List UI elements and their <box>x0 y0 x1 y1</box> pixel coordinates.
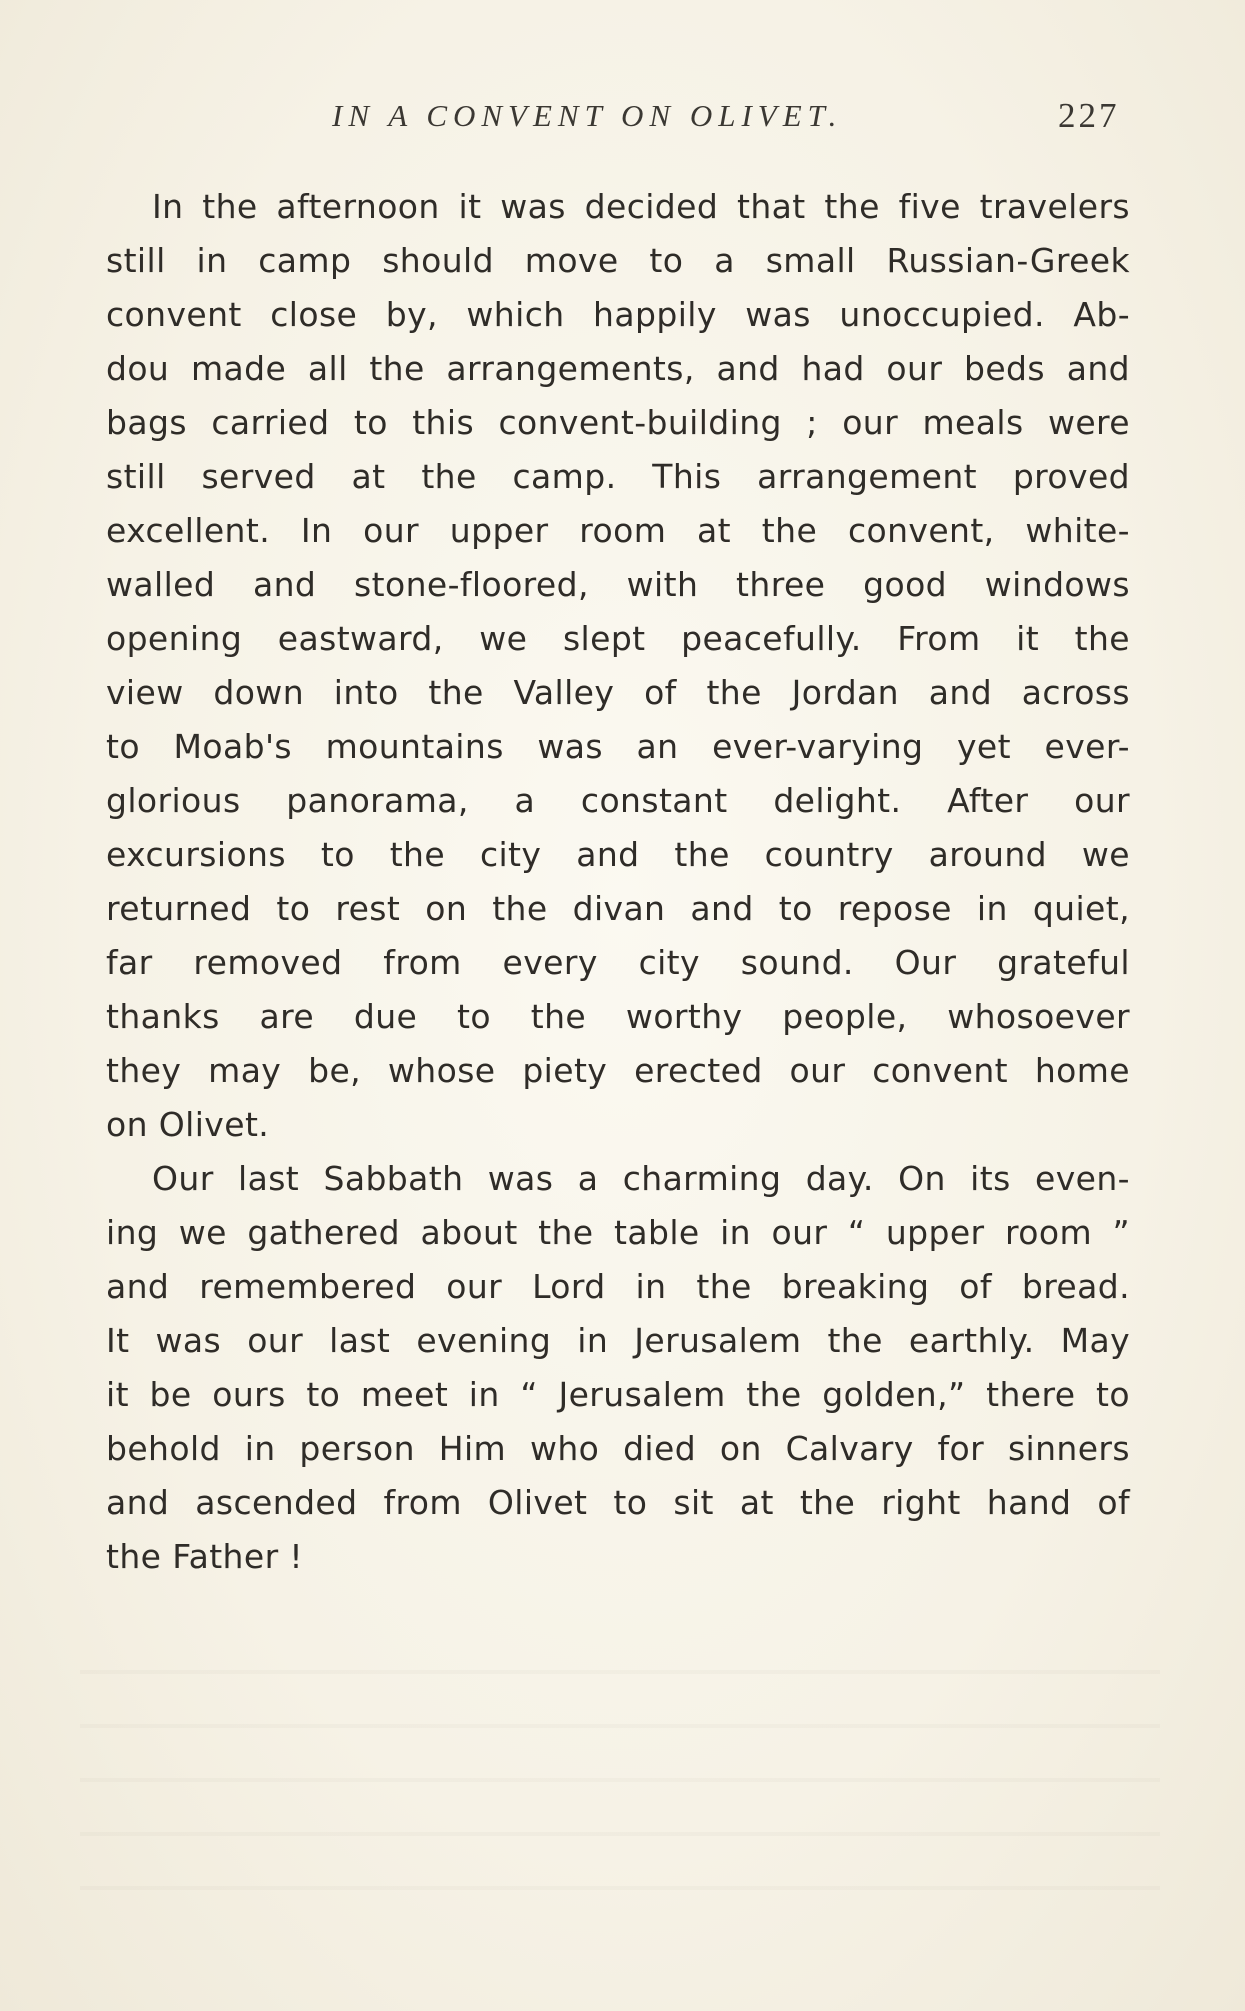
text-line: on Olivet. <box>106 1105 270 1144</box>
text-line: It was our last evening in Jerusalem the earthly. May <box>106 1321 1130 1360</box>
running-head: IN A CONVENT ON OLIVET. <box>332 98 843 133</box>
text-line: and remembered our Lord in the breaking of bread. <box>106 1267 1130 1306</box>
text-line: the Father ! <box>106 1537 304 1576</box>
text-line: still in camp should move to a small Russian-Greek <box>106 241 1130 280</box>
text-line: to Moab's mountains was an ever-varying yet ever- <box>106 727 1130 766</box>
text-line: behold in person Him who died on Calvary for sinners <box>106 1429 1130 1468</box>
text-line: returned to rest on the divan and to repose in quiet, <box>106 889 1130 928</box>
text-line: glorious panorama, a constant delight. After our <box>106 781 1130 820</box>
text-line: it be ours to meet in “ Jerusalem the golden,” there to <box>106 1375 1130 1414</box>
text-line: and ascended from Olivet to sit at the right hand of <box>106 1483 1130 1522</box>
text-line: still served at the camp. This arrangement proved <box>106 457 1130 496</box>
body-text <box>106 180 1130 1584</box>
text-line: they may be, whose piety erected our convent home <box>106 1051 1130 1090</box>
text-line: ing we gathered about the table in our “ upper room ” <box>106 1213 1130 1252</box>
show-through-shadow <box>80 1640 1160 1900</box>
text-line: In the afternoon it was decided that the five travelers <box>152 187 1130 226</box>
text-line: excellent. In our upper room at the convent, white- <box>106 511 1130 550</box>
text-line: excursions to the city and the country around we <box>106 835 1130 874</box>
text-line: bags carried to this convent-building ; our meals were <box>106 403 1130 442</box>
paragraph-2 <box>106 1152 1130 1584</box>
text-line: walled and stone-floored, with three good windows <box>106 565 1130 604</box>
page-number: 227 <box>1058 96 1120 135</box>
text-line: convent close by, which happily was unoccupied. Ab- <box>106 295 1130 334</box>
text-line: Our last Sabbath was a charming day. On its even- <box>152 1159 1130 1198</box>
text-line: dou made all the arrangements, and had our beds and <box>106 349 1130 388</box>
text-line: view down into the Valley of the Jordan and across <box>106 673 1130 712</box>
text-line: far removed from every city sound. Our grateful <box>106 943 1130 982</box>
paragraph-1 <box>106 180 1130 1152</box>
text-line: thanks are due to the worthy people, whosoever <box>106 997 1130 1036</box>
text-line: opening eastward, we slept peacefully. From it the <box>106 619 1130 658</box>
